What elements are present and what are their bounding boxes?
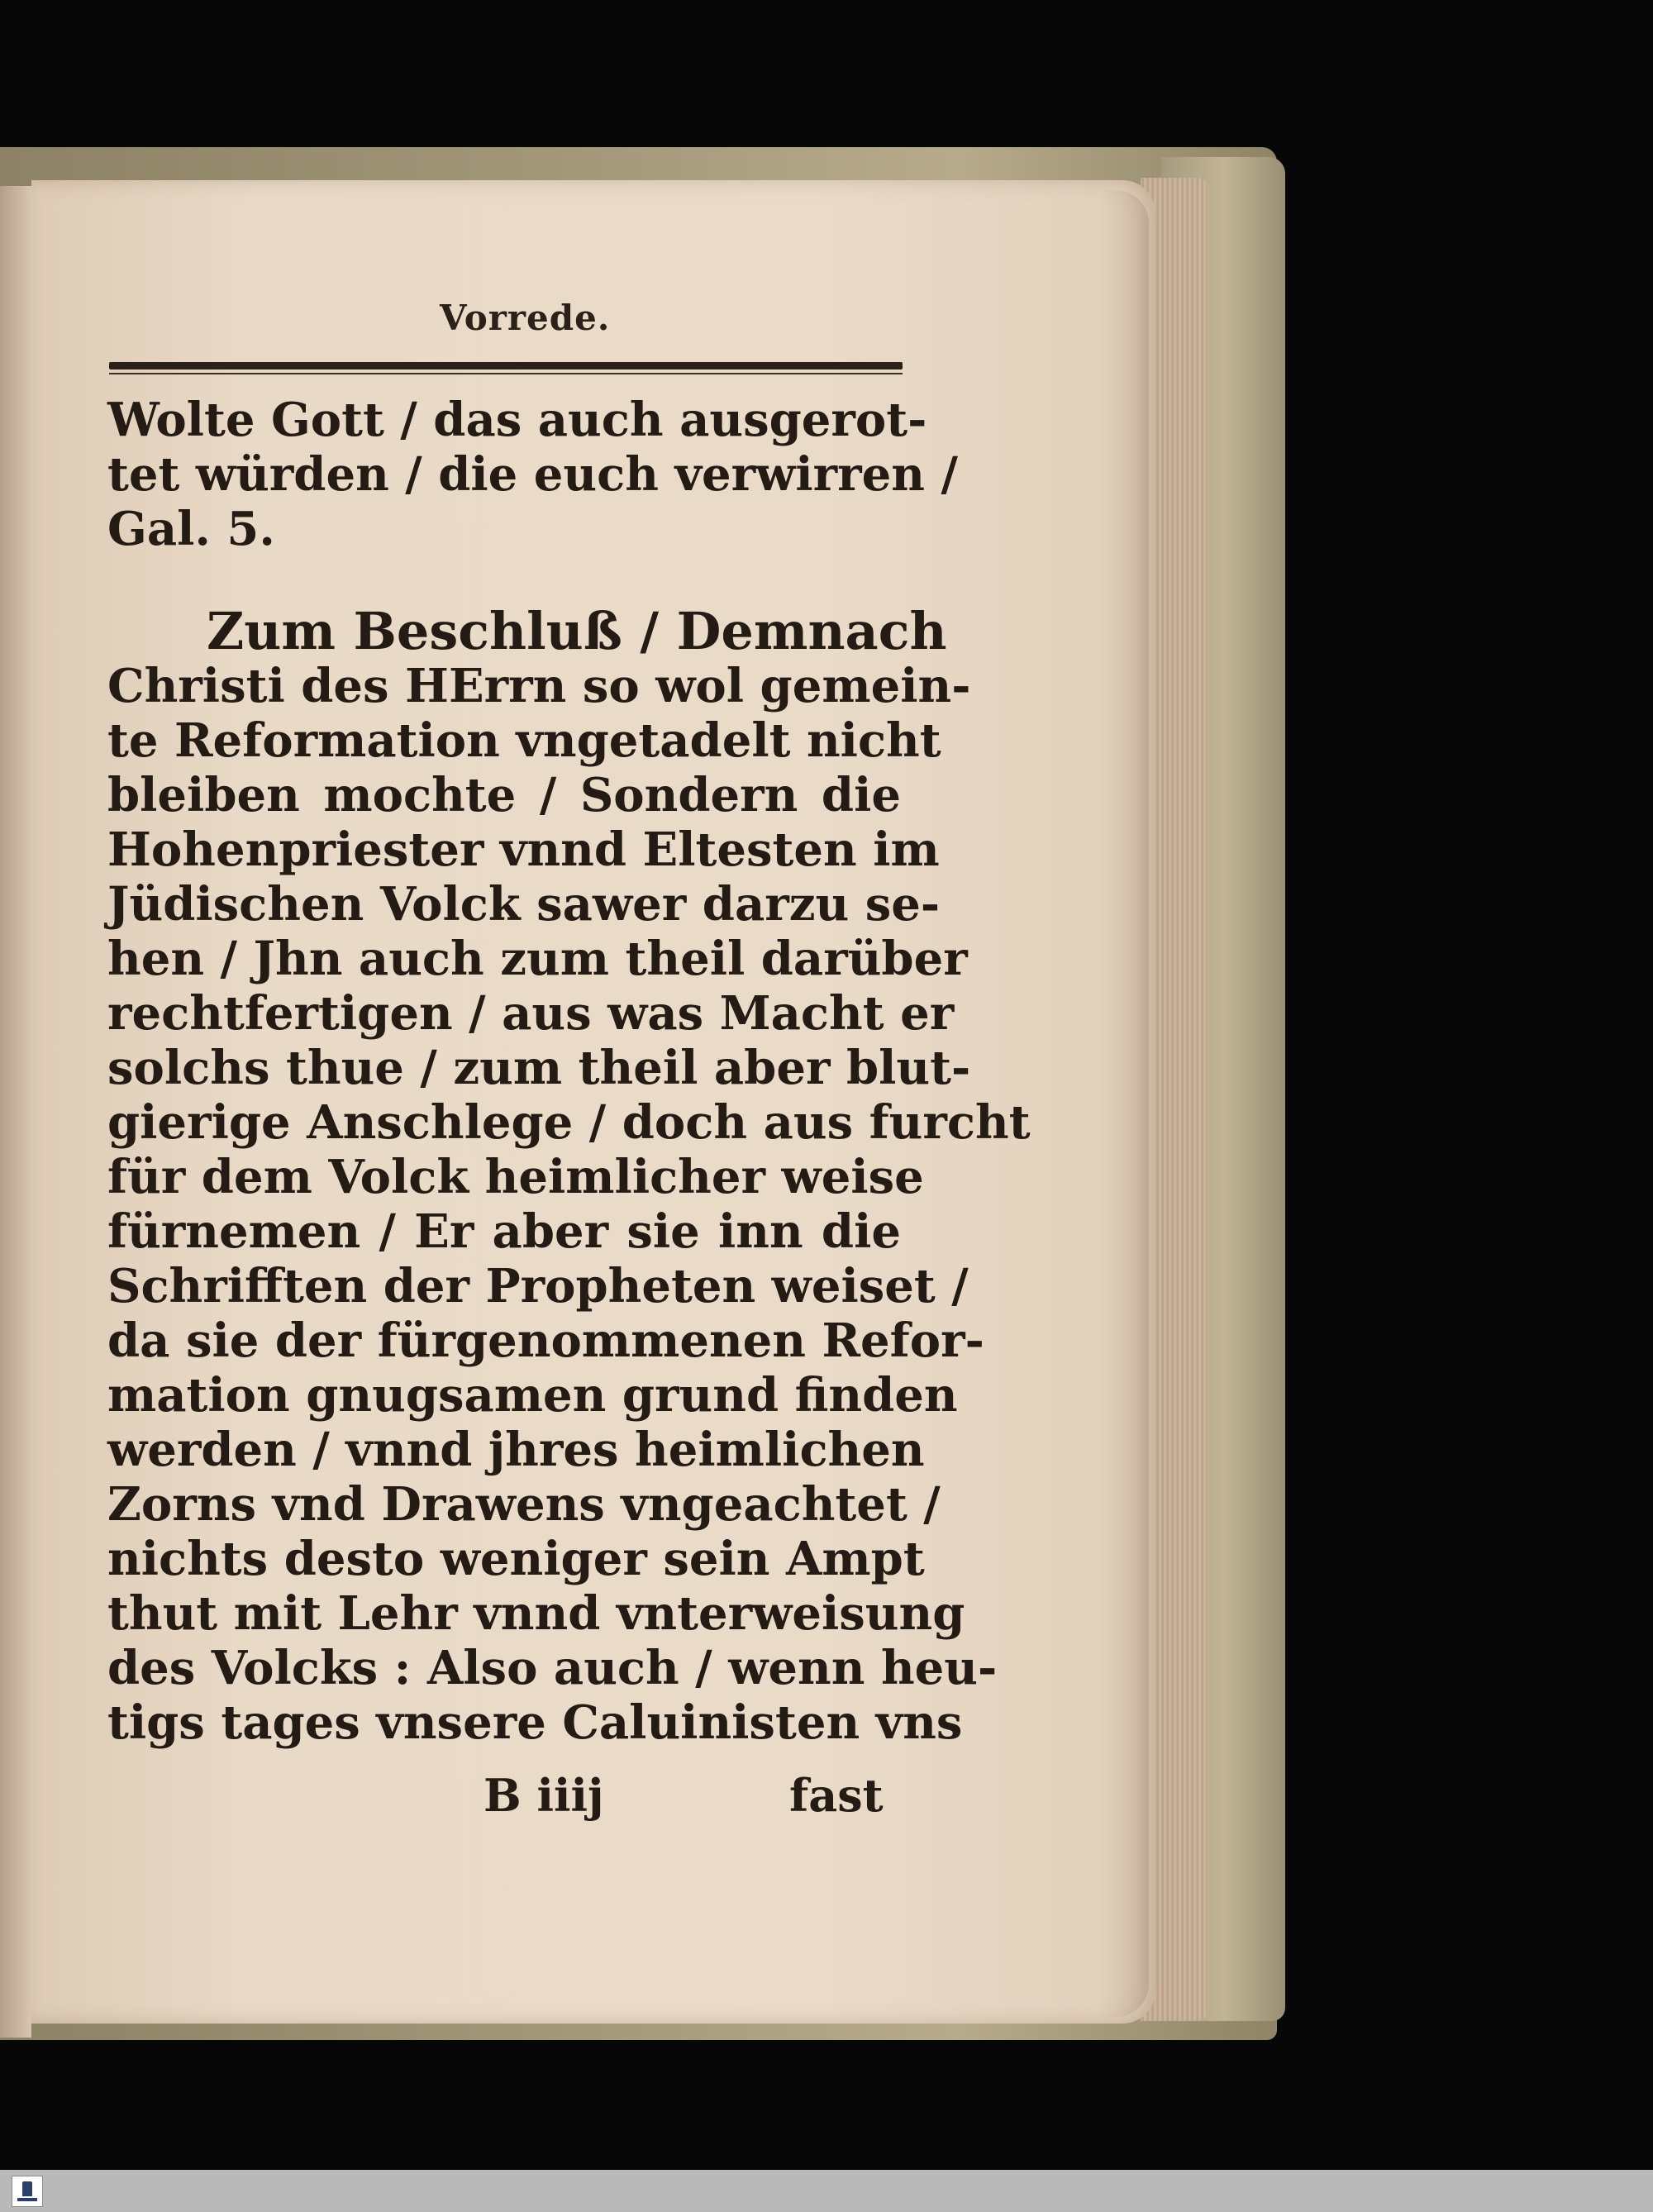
signature-mark: B iiij [484,1769,604,1822]
text-line: tigs tages vnsere Caluinisten vns [107,1695,963,1750]
text-line: Zorns vnd Drawens vngeachtet / [107,1477,941,1532]
header-rule-thin [109,373,903,374]
text-line: mation gnugsamen grund finden [107,1368,958,1423]
running-head: Vorrede. [440,298,611,338]
text-line: Wolte Gott / das auch ausgerot- [107,393,927,447]
text-line: bleiben mochte / Sondern die [107,768,901,822]
page-text-block [107,393,1031,1750]
viewer-footer-bar [0,2170,1653,2212]
text-line: tet würden / die euch verwirren / [107,447,958,502]
text-line: solchs thue / zum theil aber blut- [107,1041,971,1095]
text-line: Hohenpriester vnnd Eltesten im [107,822,940,877]
text-line: rechtfertigen / aus was Macht er [107,986,955,1041]
page-curl-shadow [1099,190,1149,2017]
library-logo-icon [12,2176,43,2207]
catchword: fast [789,1769,884,1822]
header-rule [109,362,903,369]
text-line: thut mit Lehr vnnd vnterweisung [107,1586,965,1641]
text-line: nichts desto weniger sein Ampt [107,1532,925,1586]
text-line: da sie der fürgenommenen Refor- [107,1313,984,1368]
facing-page-edge [0,186,31,2038]
text-line: werden / vnnd jhres heimlichen [107,1423,925,1477]
text-line: te Reformation vngetadelt nicht [107,713,941,768]
text-line: Zum Beschluß / Demnach [207,601,947,661]
text-line: des Volcks : Also auch / wenn heu- [107,1641,998,1695]
text-line: für dem Volck heimlicher weise [107,1150,924,1204]
text-line: Gal. 5. [107,502,275,556]
text-line: Christi des HErrn so wol gemein- [107,659,971,713]
text-line: fürnemen / Er aber sie inn die [107,1204,901,1259]
text-line: Jüdischen Volck sawer darzu se- [107,877,941,932]
text-line: Schrifften der Propheten weiset / [107,1259,969,1313]
text-line: gierige Anschlege / doch aus furcht [107,1095,1031,1150]
text-line: hen / Jhn auch zum theil darüber [107,932,968,986]
